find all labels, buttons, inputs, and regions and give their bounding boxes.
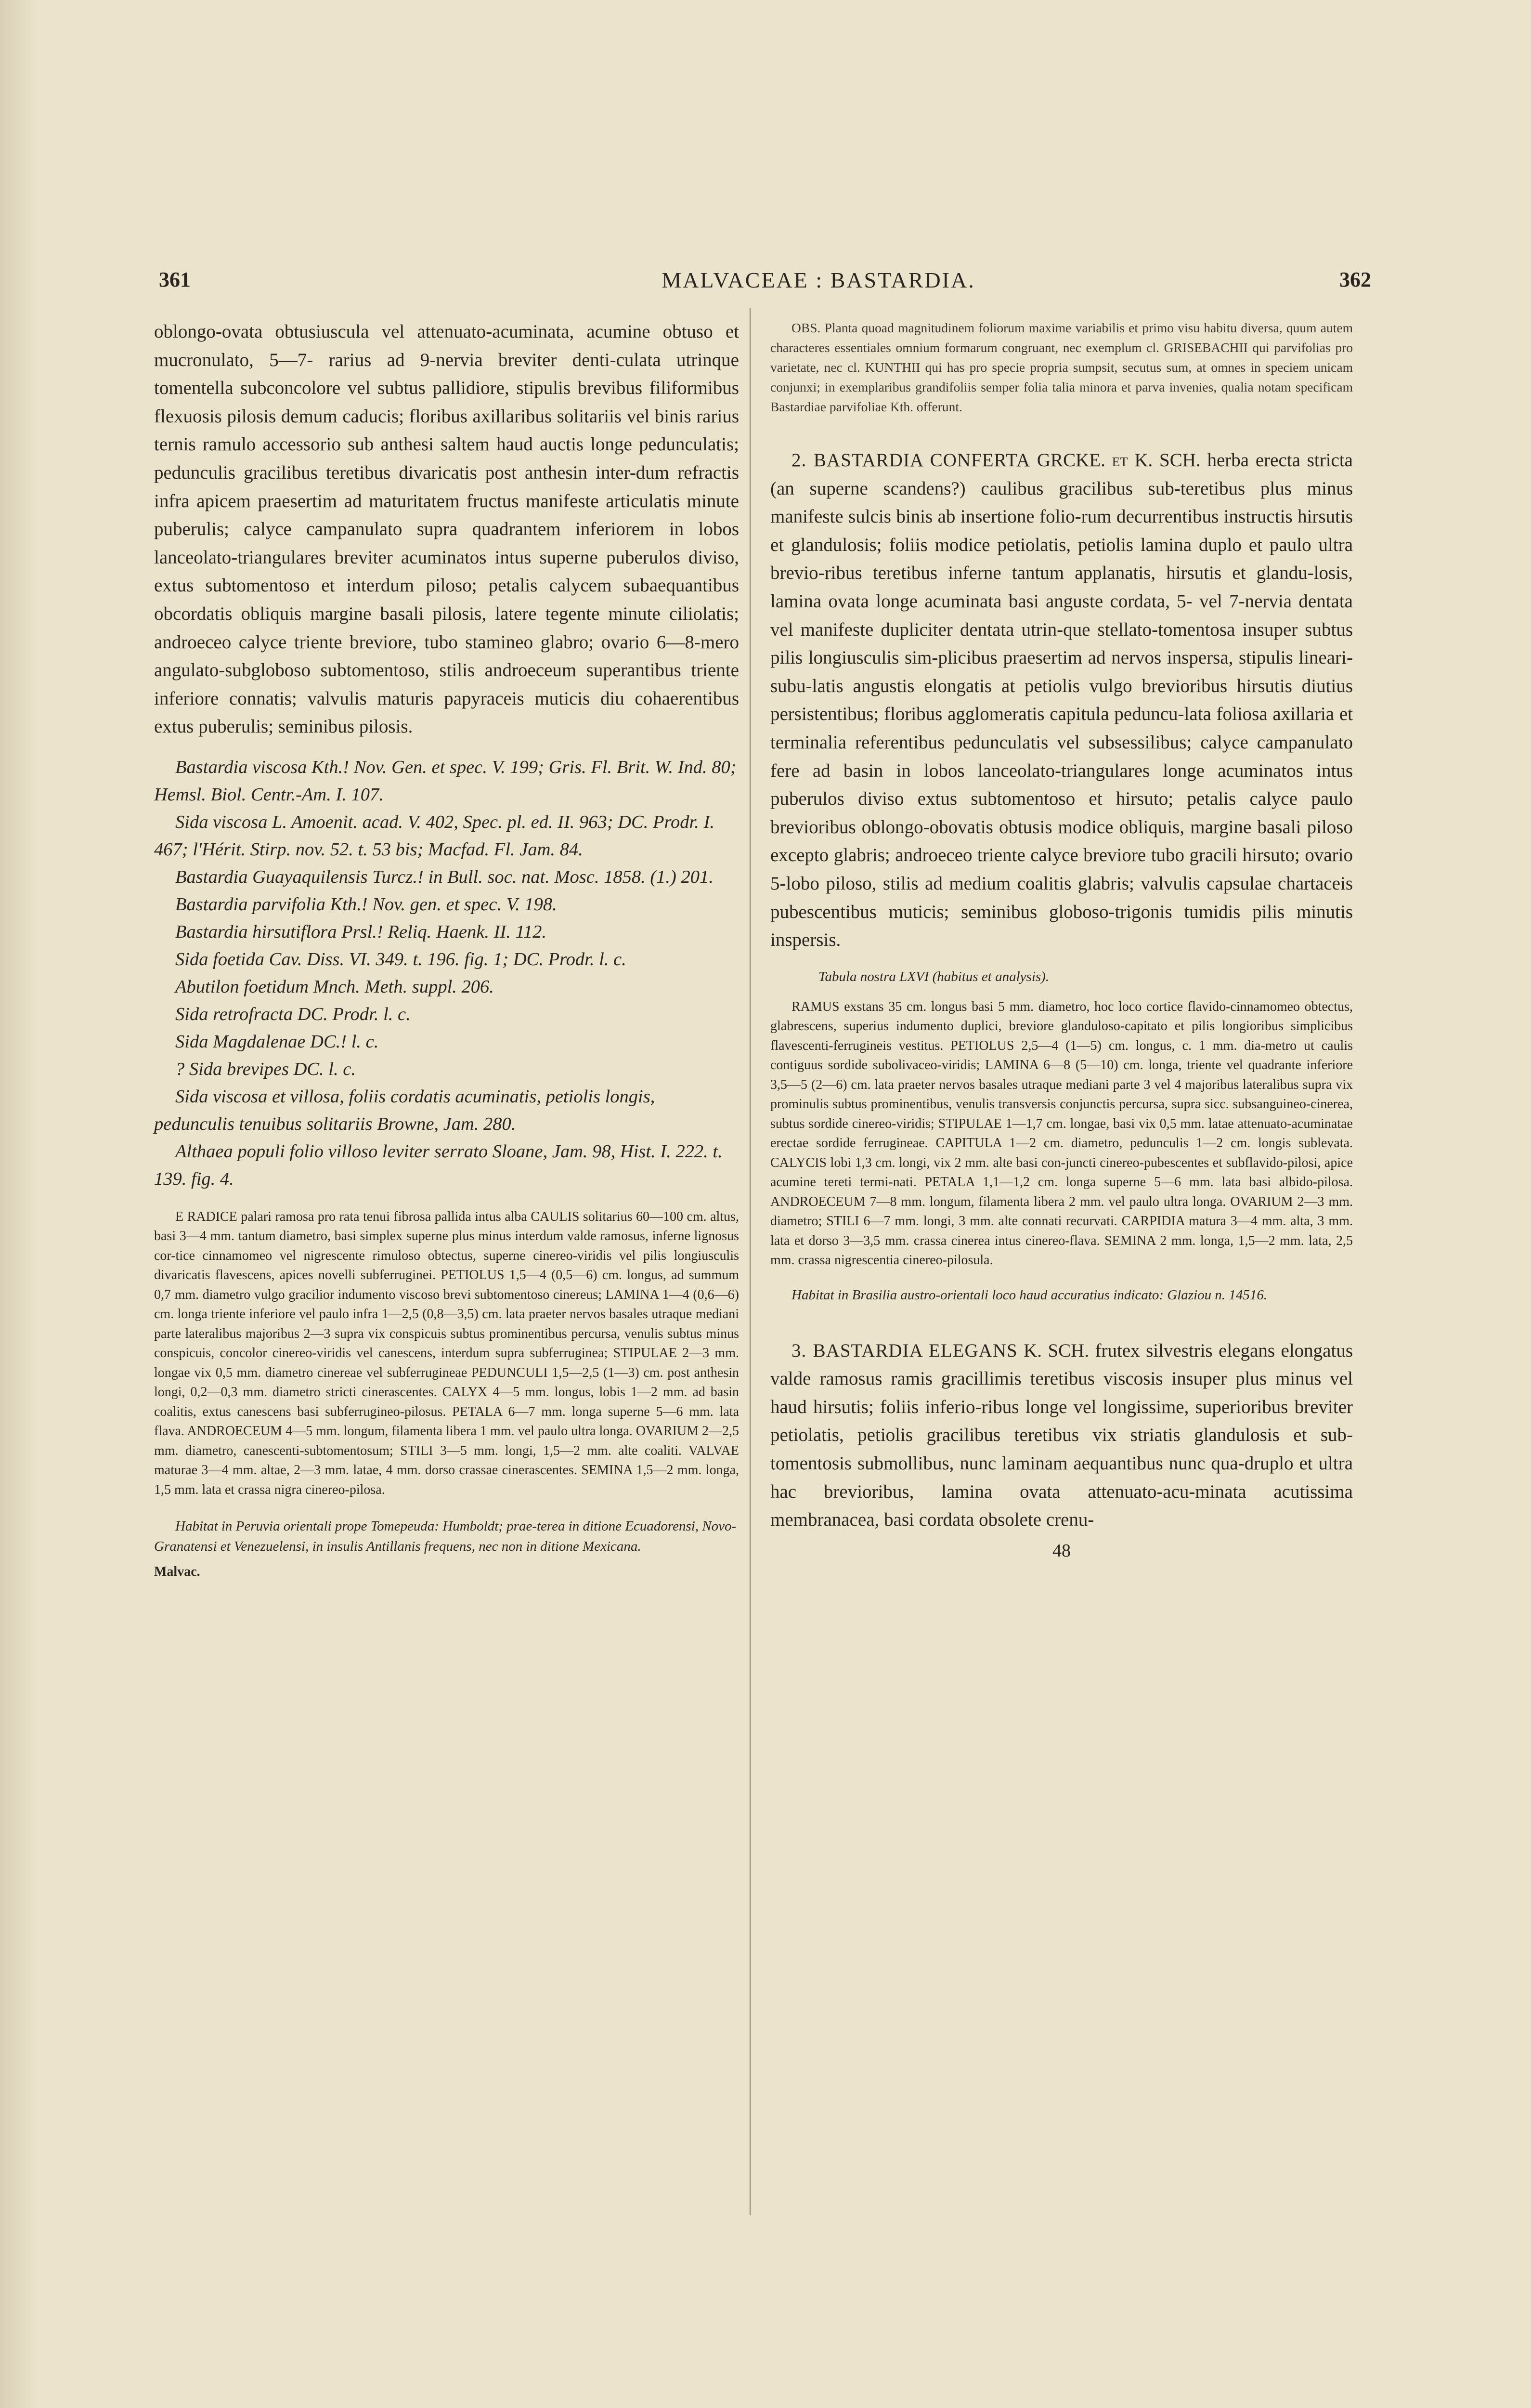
morphology-details: E RADICE palari ramosa pro rata tenui fibrosa pallida intus alba CAULIS solitarius 60—100 cm. altus, basi 3—4 mm. tantum diametro, basi simplex superne plus minus interdum valde ramosus, inferne lignosus cor-tice cinnamomeo vel nigrescente rimuloso obtectus, superne cinereo-viridis vel pilis longiusculis divaricatis flavescens, apices novelli subferruginei. PETIOLUS 1,5—4 (0,5—6) cm. longus, ad summum 0,7 mm. diametro vulgo gracilior indumento viscoso brevi subtomentoso cinereus; LAMINA 1—4 (0,6—6) cm. longa triente inferiore vel paulo infra 1—2,5 (0,8—3,5) cm. lata praeter nervos basales utraque mediani parte lateralibus majoribus 2—3 supra vix conspicuis subtus prominentibus percursa, venulis subtus minus conspicuis, concolor cinereo-viridis vel canescens, interdum supra subferruginea; STIPULAE 2—3 mm. longae vix 0,5 mm. diametro cinereae vel subferrugineae PEDUNCULI 1,5—2,5 (1—3) cm. post anthesin longi, 0,2—0,3 mm. diametro stricti cinerascentes. CALYX 4—5 mm. longus, lobis 1—2 mm. ad basin coalitis, extus canescens basi subferrugineo-pilosus. PETALA 6—7 mm. longa superne 5—6 mm. lata flava. ANDROECEUM 4—5 mm. longum, filamenta libera 1 mm. vel paulo ultra longa. OVARIUM 2—2,5 mm. diametro, canescenti-subtomentosum; STILI 3—5 mm. longi, 1,5—2 mm. alte coaliti. VALVAE maturae 3—4 mm. altae, 2—3 mm. latae, 4 mm. dorso crassae cinerascentes. SEMINA 1,5—2 mm. longa, 1,5 mm. lata et crassa nigra cinereo-pilosa. xyxy=(154,1209,739,1497)
synonym-item: Bastardia hirsutiflora Prsl.! Reliq. Haenk. II. 112. xyxy=(175,921,547,942)
species-2-authors: GRCKE. et K. SCH. xyxy=(1037,450,1201,471)
synonym-item: Bastardia viscosa Kth.! Nov. Gen. et spec. V. 199; Gris. Fl. Brit. W. Ind. 80; Hemsl. Biol. Centr.-Am. I. 107. xyxy=(154,757,737,805)
species-2-details: RAMUS exstans 35 cm. longus basi 5 mm. diametro, hoc loco cortice flavido-cinnamomeo obtectus, glabrescens, superius indumento duplici, breviore glanduloso-capitato et pilis longioribus simplicibus flavescenti-ferrugineis vestitus. PETIOLUS 2,5—4 (1—5) cm. longus, c. 1 mm. dia-metro ut caulis contiguus sordide subolivaceo-viridis; LAMINA 6—8 (5—10) cm. longa, triente vel quadrante inferiore 3,5—5 (2—6) cm. lata praeter nervos basales utraque mediani parte 3 vel 4 majoribus lateralibus supra vix prominulis subtus prominentibus, venulis transversis conjunctis percursa, supra sicc. subsanguineo-cinerea, subtus sordide cinereo-viridis; STIPULAE 1—1,7 cm. longae, basi vix 0,5 mm. latae attenuato-acuminatae erectae sordide ferrugineae. CAPITULA 1—2 cm. diametro, pedunculis 1—2 cm. longis sublevata. CALYCIS lobi 1,3 cm. longi, vix 2 mm. alte basi con-juncti cinereo-pubescentes et subflavido-pilosi, apice acumine tereti termi-nati. PETALA 1,1—1,2 cm. longa superne 5—6 mm. lata basi albido-pilosa. ANDROECEUM 7—8 mm. longum, filamenta libera 2 mm. vel paulo ultra longa. OVARIUM 2—3 mm. diametro; STILI 6—7 mm. longi, 3 mm. alte connati recurvati. CARPIDIA matura 3—4 mm. alta, 3 mm. lata et dorso 3—3,5 mm. crassa cinerea intus cinereo-flava. SEMINA 2 mm. longa, 1,5—2 mm. lata, 2,5 mm. crassa nigrescentia cinereo-pilosula. xyxy=(770,999,1353,1268)
synonym-list xyxy=(154,754,739,1193)
column-divider xyxy=(750,308,751,2215)
page-number-right: 362 xyxy=(1339,268,1371,291)
synonym-item: Sida Magdalenae DC.! l. c. xyxy=(175,1031,379,1052)
synonym-item: Bastardia parvifolia Kth.! Nov. gen. et spec. V. 198. xyxy=(175,894,557,915)
synonym-item: Bastardia Guayaquilensis Turcz.! in Bull. soc. nat. Mosc. 1858. (1.) 201. xyxy=(175,866,714,887)
running-head: MALVACEAE : BASTARDIA. xyxy=(662,268,975,292)
species-2-title: 2. BASTARDIA CONFERTA xyxy=(791,450,1031,471)
species-description: oblongo-ovata obtusiuscula vel attenuato-acuminata, acumine obtuso et mucronulato, 5—7- rarius ad 9-nervia breviter denti-culata utrinque tomentella subconcolore vel subtus pallidiore, stipulis brevibus filiformibus flexuosis pilosis demum caducis; floribus axillaribus solitariis vel binis rarius ternis ramulo accessorio sub anthesi saltem haud auctis longe pedunculatis; pedunculis gracilibus teretibus divaricatis post anthesin inter-dum refractis infra apicem praesertim ad maturitatem fructus manifeste articulatis minute puberulis; calyce campanulato supra quadrantem inferiorem in lobos lanceolato-triangulares breviter acuminatos intus superne puberulos diviso, extus subtomentoso et interdum piloso; petalis calycem subaequantibus obcordatis obliquis margine basali pilosis, latere tegente minute ciliolatis; androeceo calyce triente breviore, tubo stamineo glabro; ovario 6—8-mero angulato-subgloboso subtomentoso, stilis androeceum superantibus triente inferiore connatis; valvulis maturis papyraceis muticis diu cohaerentibus extus puberulis; seminibus pilosis. xyxy=(154,321,739,737)
species-2-habitat: Habitat in Brasilia austro-orientali loco haud accuratius indicato: Glaziou n. 14516. xyxy=(791,1287,1268,1303)
synonym-item: Sida viscosa L. Amoenit. acad. V. 402, Spec. pl. ed. II. 963; DC. Prodr. I. 467; l'Hérit. Stirp. nov. 52. t. 53 bis; Macfad. Fl. Jam. 84. xyxy=(154,811,714,860)
habitat-note: Habitat in Peruvia orientali prope Tomepeuda: Humboldt; prae-terea in ditione Ecuadorensi, Novo-Granatensi et Venezuelensi, in insulis Antillanis frequens, nec non in ditione Mexicana. xyxy=(154,1518,737,1555)
page-header xyxy=(0,267,1531,301)
synonym-item: Abutilon foetidum Mnch. Meth. suppl. 206. xyxy=(175,976,494,997)
species-2-text: herba erecta stricta (an superne scandens?) caulibus gracilibus sub-teretibus plus minus manifeste sulcis binis ab insertione folio-rum decurrentibus instructis hirsutis et glandulosis; foliis modice petiolatis, petiolis lamina duplo et paulo ultra brevio-ribus teretibus inferne tantum applanatis, hirsutis et glandu-losis, lamina ovata longe acuminata basi anguste cordata, 5- vel 7-nervia dentata vel manifeste dupliciter dentata utrin-que stellato-tomentosa insuper subtus pilis longiusculis sim-plicibus praesertim ad nervos inspersa, stipulis lineari-subu-latis angustis elongatis at petiolis vulgo brevioribus hirsutis diutius persistentibus; floribus agglomeratis capitula peduncu-lata foliosa axillaria et terminalia referentibus pedunculatis vel subsessilibus; calyce campanulato fere ad basin in lobos lanceolato-triangulares longe acuminatos intus puberulos diviso extus subtomentoso et hirsuto; petalis calyce paulo brevioribus oblongo-obovatis obtusis modice obliquis, margine basali piloso excepto glabris; androeceo triente calyce breviore tubo gracili hirsuto; ovario 5-lobo piloso, stilis ad medium coalitis glabris; valvulis capsulae chartaceis pubescentibus muticis; seminibus globoso-trigonis tumidis pilis minutis inspersis. xyxy=(770,450,1353,951)
left-column xyxy=(154,318,739,1580)
synonym-item: Althaea populi folio villoso leviter serrato Sloane, Jam. 98, Hist. I. 222. t. 139. fig. 4. xyxy=(154,1141,723,1189)
species-3-text: frutex silvestris elegans elongatus valde ramosus ramis gracillimis teretibus viscosis insuper plus minus vel haud hirsutis; foliis inferio-ribus longe vel longissime, superioribus breviter petiolatis, petiolis gracilibus teretibus vix striatis glandulosis et sub-tomentosis submollibus, nunc laminam aequantibus nunc qua-druplo et ultra hac brevioribus, lamina ovata attenuato-acu-minata acutissima membranacea, basi cordata obsolete crenu- xyxy=(770,1340,1353,1531)
page-edge-shadow xyxy=(0,0,39,2408)
species-2-description xyxy=(770,446,1353,955)
species-3-title: 3. BASTARDIA ELEGANS xyxy=(791,1340,1018,1361)
page-number-left: 361 xyxy=(159,268,191,291)
synonym-item: Sida foetida Cav. Diss. VI. 349. t. 196. fig. 1; DC. Prodr. l. c. xyxy=(175,949,626,969)
synonym-item: Sida retrofracta DC. Prodr. l. c. xyxy=(175,1004,411,1024)
footer-signature: Malvac. xyxy=(154,1564,200,1580)
synonym-item: ? Sida brevipes DC. l. c. xyxy=(175,1059,356,1079)
printer-signature: 48 xyxy=(1052,1540,1071,1561)
observation-note: OBS. Planta quoad magnitudinem foliorum maxime variabilis et primo visu habitu diversa, quum autem characteres essentiales omnium formarum congruant, nec exemplum cl. GRISEBACHII qui parvifolias pro varietate, nec cl. KUNTHII qui has pro specie propria sumpsit, secutus sum, at omnes in speciem unicam conjunxi; in exemplaribus grandifoliis semper folia talia minora et parva invenies, qualia notam specificam Bastardiae parvifoliae Kth. offerunt. xyxy=(770,320,1353,414)
species-3-description xyxy=(770,1337,1353,1534)
synonym-item: Sida viscosa et villosa, foliis cordatis acuminatis, petiolis longis, pedunculis tenuibus solitariis Browne, Jam. 280. xyxy=(154,1086,655,1134)
right-column xyxy=(770,318,1353,1561)
plate-caption: Tabula nostra LXVI (habitus et analysis). xyxy=(818,968,1050,984)
species-3-authors: K. SCH. xyxy=(1024,1340,1090,1361)
